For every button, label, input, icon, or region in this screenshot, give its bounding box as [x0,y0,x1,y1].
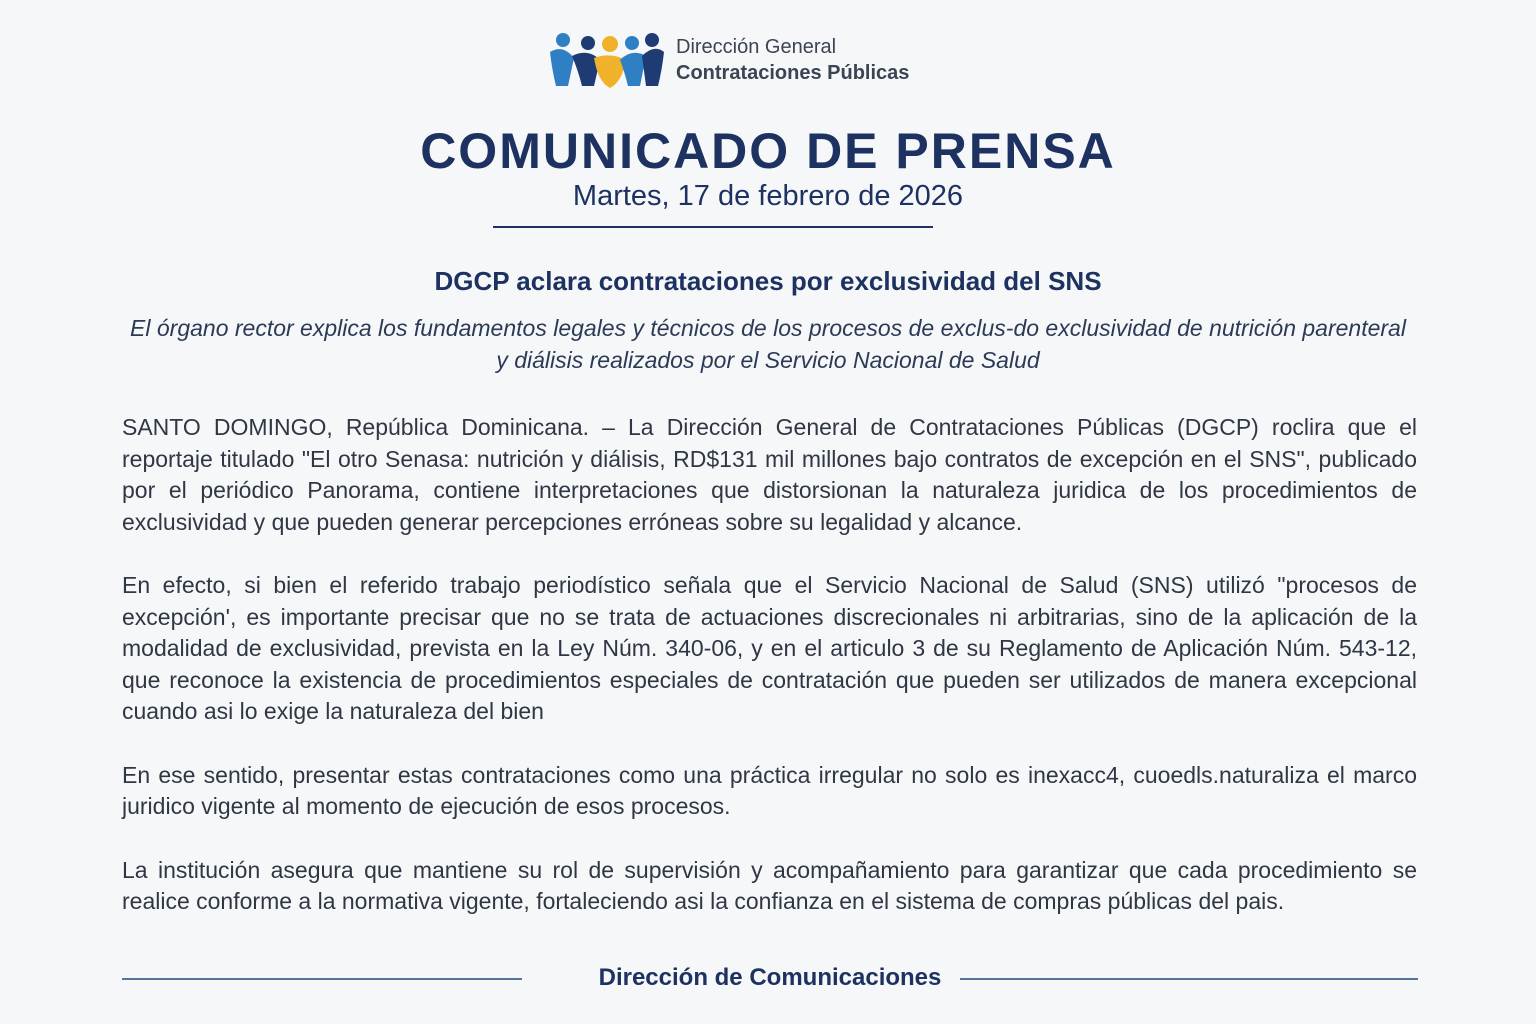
release-date: Martes, 17 de febrero de 2026 [572,180,964,212]
dgcp-logo [548,30,909,90]
article-title: DGCP aclara contrataciones por exclusividad del SNS [434,266,1102,296]
footer-rule-right [960,978,1418,980]
article-body [122,412,1417,950]
footer-signature: Dirección de Comunicaciones [598,964,942,991]
press-release-headline: COMUNICADO DE PRENSA [420,123,1116,179]
article-subtitle: El órgano rector explica los fundamentos legales y técnicos de los procesos de exclus-do exclusividad de nutrición parenteral y diálisis realizados por el Servicio Nacional de Salud [130,315,1406,373]
paragraph-2: En efecto, si bien el referido trabajo periodístico señala que el Servicio Nacional de Salud (SNS) utilizó "procesos de excepción', es importante precisar que no se trata de actuaciones discrecionales ni arbitrarias, sino de la aplicación de la modalidad de exclusividad, prevista en la Ley Núm. 340-06, y en el articulo 3 de su Reglamento de Aplicación Núm. 543-12, que reconoce la existencia de procedimientos especiales de contratación que pueden ser utilizados de manera excepcional cuando asi lo exige la naturaleza del bien [122,572,1417,724]
footer [122,964,1418,994]
date-underline [493,226,933,228]
paragraph-1: SANTO DOMINGO, República Dominicana. – La Dirección General de Contrataciones Públicas (DGCP) roclira que el reportaje titulado "El otro Senasa: nutrición y diálisis, RD$131 mil millones bajo contratos de excepción en el SNS", publicado por el periódico Panorama, contiene interpretaciones que distorsionan la naturaleza juridica de los procedimientos de exclusividad y que pueden generar percepciones erróneas sobre su legalidad y alcance. [122,414,1417,535]
dgcp-logo-icon [548,30,666,90]
logo-line-2: Contrataciones Públicas [676,62,910,84]
logo-line-1: Dirección General [676,36,837,58]
paragraph-4: La institución asegura que mantiene su rol de supervisión y acompañamiento para garantizar que cada procedimiento se realice conforme a la normativa vigente, fortaleciendo asi la confianza en el sistema de compras públicas del pais. [122,856,1417,914]
paragraph-3: En ese sentido, presentar estas contrataciones como una práctica irregular no solo es inexacc4, cuoedls.naturaliza el marco juridico vigente al momento de ejecución de esos procesos. [122,761,1417,819]
